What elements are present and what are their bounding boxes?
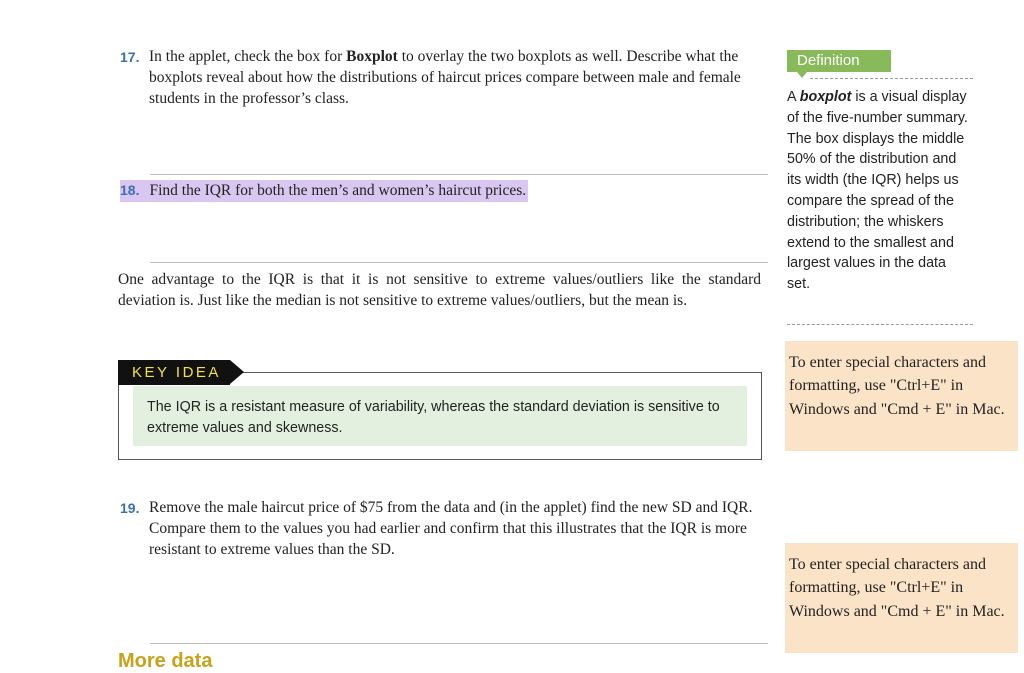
question-18 <box>120 180 765 204</box>
definition-bottom-rule <box>787 324 973 325</box>
key-idea-tab-arrow <box>230 360 244 384</box>
question-17 <box>120 46 765 112</box>
question-text: Remove the male haircut price of $75 from the data and (in the applet) find the new SD and IQR. Compare them to the values you had earlier and confirm that this illustrates that the IQR is more resistant to extreme values than the SD. <box>149 499 753 558</box>
question-number: 19. <box>120 500 140 516</box>
key-idea-content <box>133 386 747 446</box>
section-heading: More data <box>118 650 213 672</box>
highlighted-question <box>120 180 528 202</box>
formatting-note <box>785 543 1018 653</box>
body-paragraph: One advantage to the IQR is that it is not sensitive to extreme values/outliers like the standard deviation is. Just like the median is not sensitive to extreme values/outliers, but the mean is. <box>118 271 761 309</box>
question-number: 18. <box>120 182 140 198</box>
answer-divider <box>150 174 768 175</box>
definition-text: A boxplot is a visual display of the five-number summary. The box displays the middle 50% of the distribution and its width (the IQR) helps us compare the spread of the distribution; the whiskers extend to the smallest and largest values in the data set. <box>787 89 968 293</box>
question-text: Find the IQR for both the men’s and women’s haircut prices. <box>149 182 527 199</box>
note-text: To enter special characters and formatting, use "Ctrl+E" in Windows and "Cmd + E" in Mac. <box>789 556 1005 620</box>
key-idea-text: The IQR is a resistant measure of variability, whereas the standard deviation is sensitive to extreme values and skewness. <box>147 399 720 436</box>
answer-divider <box>150 262 768 263</box>
answer-divider <box>150 643 768 644</box>
question-19 <box>120 497 765 563</box>
note-text: To enter special characters and formatting, use "Ctrl+E" in Windows and "Cmd + E" in Mac. <box>789 354 1005 418</box>
definition-label: Definition <box>787 50 891 72</box>
boxplot-term: Boxplot <box>346 48 398 65</box>
key-idea-label: KEY IDEA <box>118 360 230 385</box>
question-number: 17. <box>120 49 140 65</box>
definition-top-rule <box>810 78 973 79</box>
definition-arrow <box>797 72 807 78</box>
formatting-note <box>785 341 1018 451</box>
question-text: In the applet, check the box for Boxplot to overlay the two boxplots as well. Describe what the boxplots reveal about how the distributions of haircut prices compare between male and female students in the professor’s class. <box>149 48 741 107</box>
definition-term: boxplot <box>799 89 852 105</box>
